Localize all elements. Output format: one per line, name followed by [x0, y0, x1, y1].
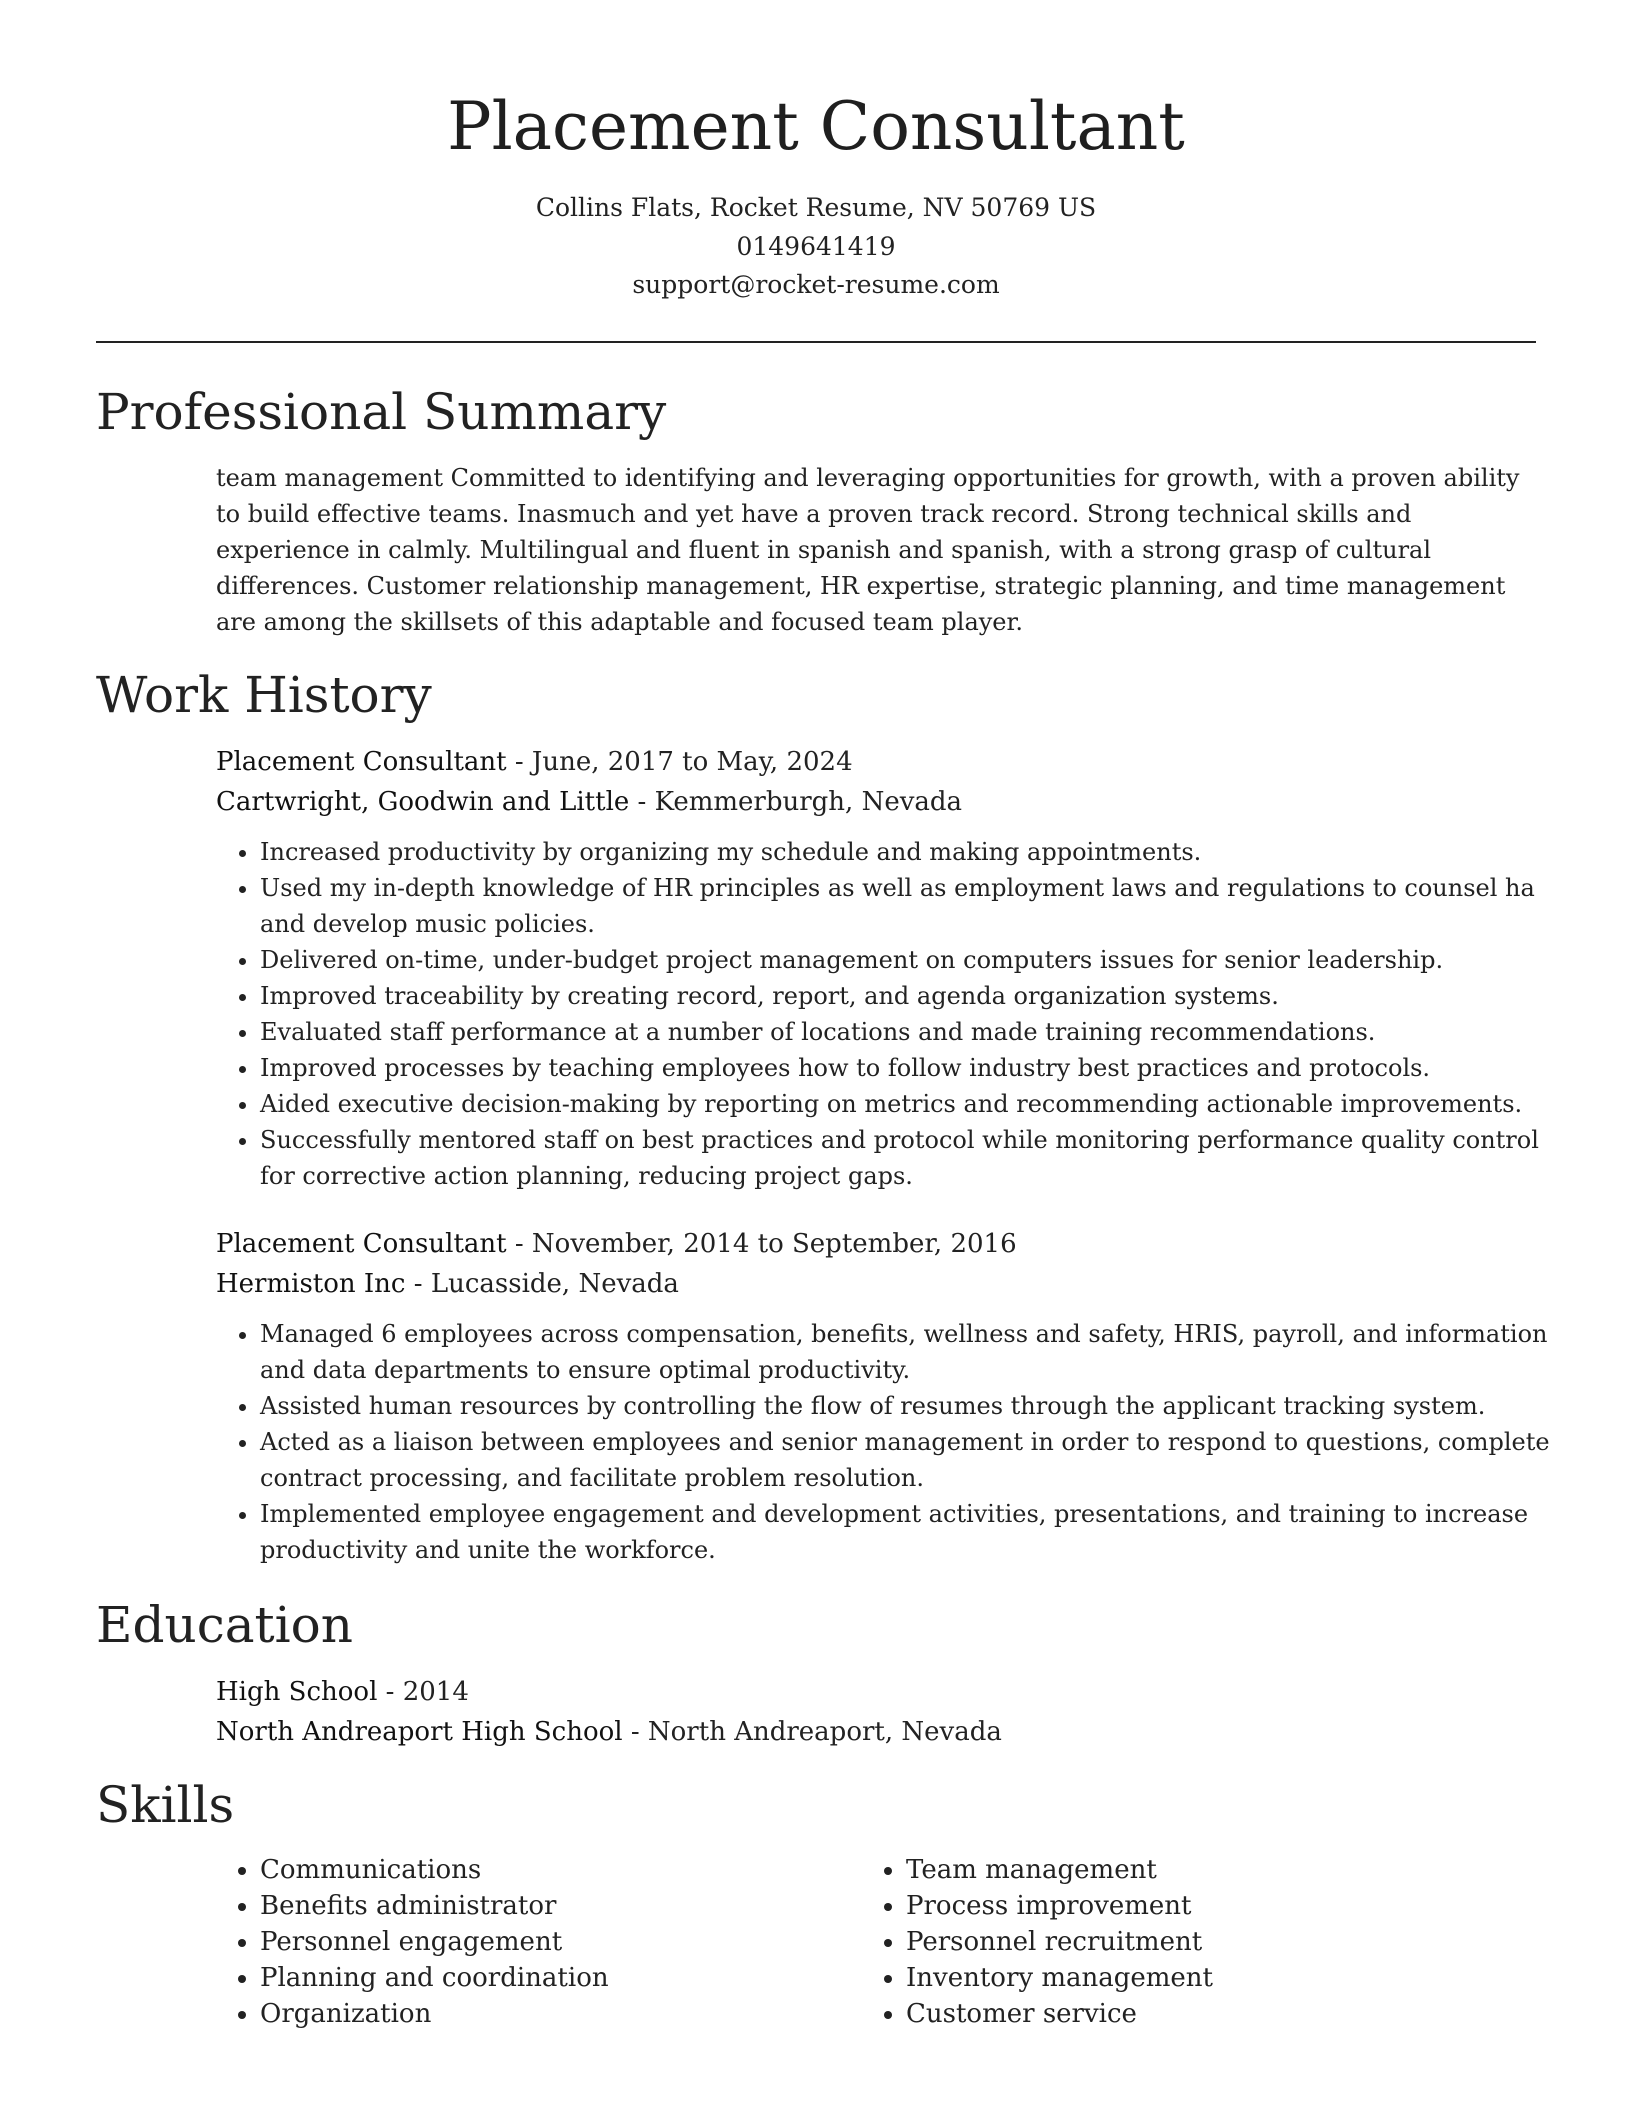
list-item: • Customer service: [906, 1996, 1213, 2032]
list-item: • Communications: [260, 1852, 609, 1888]
list-item: • Used my in-depth knowledge of HR principles as well as employment laws and regulations to counsel ha and develop music policies.: [260, 870, 1580, 942]
list-item: • Delivered on-time, under-budget project management on computers issues for senior leadership.: [260, 942, 1580, 978]
education-year: - 2014: [377, 1677, 469, 1707]
skills-list-right: [862, 1852, 1213, 2032]
list-item: • Managed 6 employees across compensation, benefits, wellness and safety, HRIS, payroll, and information and data departments to ensure optimal productivity.: [260, 1316, 1580, 1388]
job-company: Hermiston Inc: [216, 1269, 406, 1299]
education-heading: Education: [96, 1596, 353, 1654]
job-title-line: [216, 1224, 1017, 1264]
list-item: • Team management: [906, 1852, 1213, 1888]
list-item: • Organization: [260, 1996, 609, 2032]
list-item: • Personnel engagement: [260, 1924, 609, 1960]
list-item: • Assisted human resources by controlling the flow of resumes through the applicant tracking system.: [260, 1388, 1580, 1424]
job-role: Placement Consultant: [216, 747, 507, 777]
contact-phone: 0149641419: [736, 232, 896, 261]
list-item: • Aided executive decision-making by reporting on metrics and recommending actionable improvements.: [260, 1086, 1580, 1122]
summary-heading: Professional Summary: [96, 383, 667, 441]
education-degree: High School: [216, 1677, 378, 1707]
job-dates: - June, 2017 to May, 2024: [506, 747, 853, 777]
work-history-heading: Work History: [96, 666, 432, 724]
header-divider: [96, 341, 1536, 343]
list-item: • Evaluated staff performance at a number of locations and made training recommendations.: [260, 1014, 1580, 1050]
job-title-line: [216, 742, 853, 782]
job-role: Placement Consultant: [216, 1229, 507, 1259]
list-item: • Inventory management: [906, 1960, 1213, 1996]
education-school: North Andreaport High School: [216, 1717, 623, 1747]
list-item: • Process improvement: [906, 1888, 1213, 1924]
list-item: • Improved traceability by creating record, report, and agenda organization systems.: [260, 978, 1580, 1014]
job-bullets: [216, 834, 1580, 1194]
list-item: • Acted as a liaison between employees and senior management in order to respond to questions, complete contract processing, and facilitate problem resolution.: [260, 1424, 1580, 1496]
list-item: • Personnel recruitment: [906, 1924, 1213, 1960]
job-location: - Lucasside, Nevada: [405, 1269, 679, 1299]
list-item: • Increased productivity by organizing my schedule and making appointments.: [260, 834, 1580, 870]
job-location: - Kemmerburgh, Nevada: [629, 787, 963, 817]
list-item: • Planning and coordination: [260, 1960, 609, 1996]
job-company: Cartwright, Goodwin and Little: [216, 787, 630, 817]
job-company-line: [216, 782, 962, 822]
job-dates: - November, 2014 to September, 2016: [506, 1229, 1017, 1259]
education-location: - North Andreaport, Nevada: [622, 1717, 1002, 1747]
education-school-line: [216, 1712, 1002, 1752]
list-item: • Improved processes by teaching employees how to follow industry best practices and protocols.: [260, 1050, 1580, 1086]
summary-text: team management Committed to identifying and leveraging opportunities for growth, with a proven ability to build effective teams. Inasmuch and yet have a proven track record. Strong technical skills and experience in calmly. Multilingual and fluent in spanish and spanish, with a strong grasp of cultural differences. Customer relationship management, HR expertise, strategic planning, and time management are among the skillsets of this adaptable and focused team player.: [216, 464, 1520, 636]
skills-heading: Skills: [96, 1776, 235, 1834]
job-company-line: [216, 1264, 679, 1304]
job-bullets: [216, 1316, 1580, 1568]
list-item: • Benefits administrator: [260, 1888, 609, 1924]
candidate-name: Placement Consultant: [447, 88, 1185, 165]
contact-address: Collins Flats, Rocket Resume, NV 50769 US: [535, 193, 1097, 222]
education-degree-line: [216, 1672, 469, 1712]
list-item: • Successfully mentored staff on best practices and protocol while monitoring performance quality control for corrective action planning, reducing project gaps.: [260, 1122, 1580, 1194]
contact-email: support@rocket-resume.com: [632, 270, 1000, 299]
list-item: • Implemented employee engagement and development activities, presentations, and training to increase productivity and unite the workforce.: [260, 1496, 1580, 1568]
skills-list-left: [216, 1852, 609, 2032]
